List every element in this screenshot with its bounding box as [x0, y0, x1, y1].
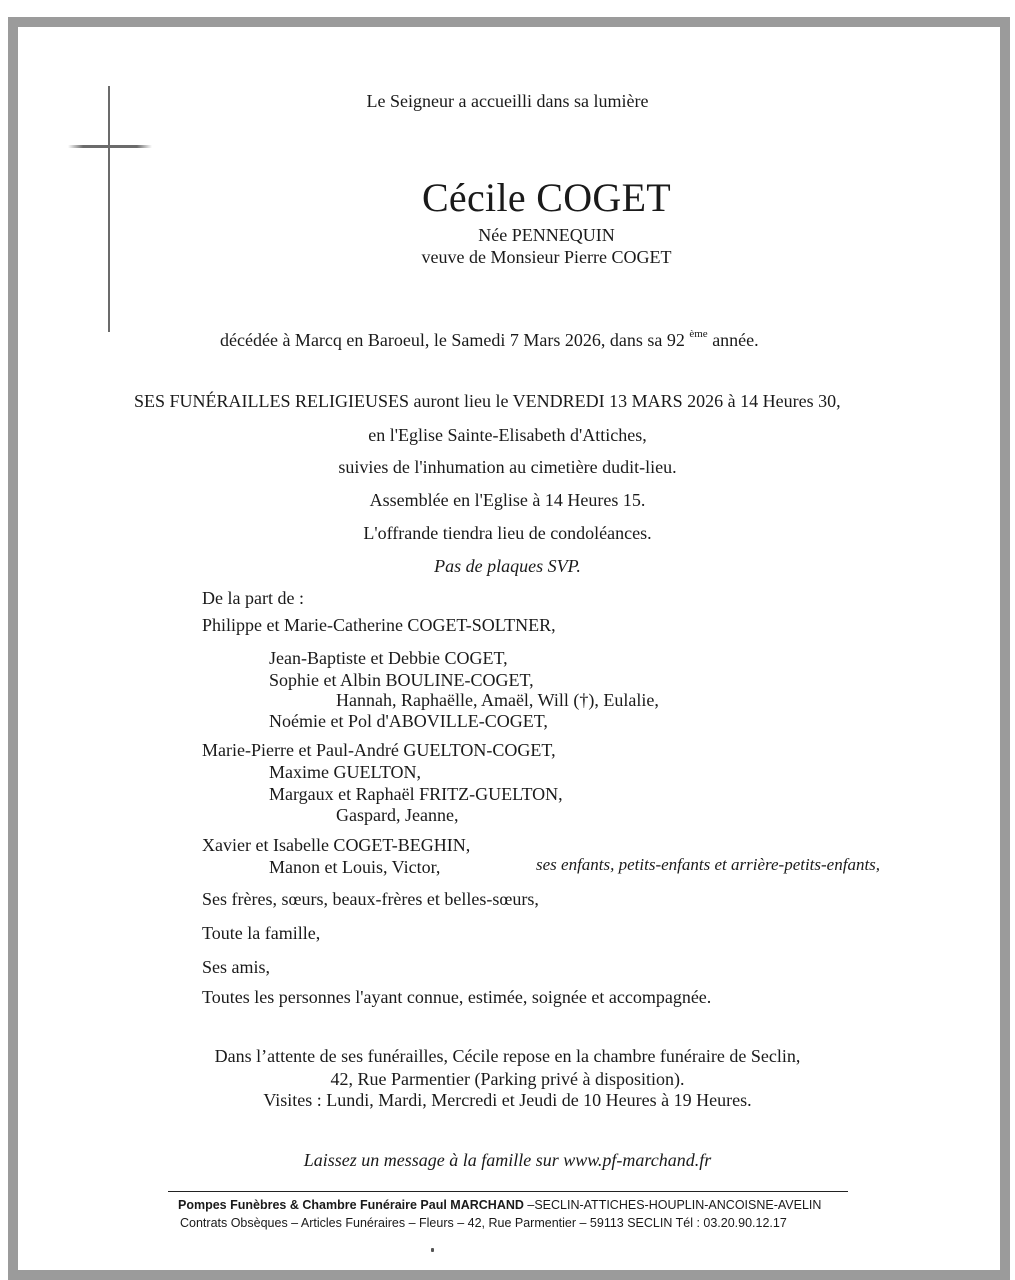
family-line: Margaux et Raphaël FRITZ-GUELTON, — [269, 784, 563, 804]
family-line: Philippe et Marie-Catherine COGET-SOLTNER, — [202, 615, 556, 635]
footer-line-1 — [178, 1198, 821, 1212]
family-line: Manon et Louis, Victor, — [269, 857, 441, 877]
web-message: Laissez un message à la famille sur www.pf-marchand.fr — [303, 1150, 712, 1170]
family-line: Maxime GUELTON, — [269, 762, 421, 782]
footer-line-2: Contrats Obsèques – Articles Funéraires – Fleurs – 42, Rue Parmentier – 59113 SECLIN Tél : 03.20.90.12.17 — [180, 1216, 787, 1230]
death-line-prefix: décédée à Marcq en Baroeul, le Samedi 7 Mars 2026, dans sa 92 — [220, 330, 685, 350]
funeral-line-3: suivies de l'inhumation au cimetière dudit-lieu. — [338, 457, 677, 477]
rest-line-3: Visites : Lundi, Mardi, Mercredi et Jeudi de 10 Heures à 19 Heures. — [263, 1090, 752, 1110]
death-line-suffix: année. — [707, 330, 759, 350]
footer-divider — [168, 1191, 848, 1192]
death-line-sup: ème — [689, 328, 708, 340]
family-intro: De la part de : — [202, 588, 304, 608]
rest-line-2: 42, Rue Parmentier (Parking privé à disposition). — [330, 1069, 685, 1089]
cross-icon-bar — [68, 145, 152, 148]
funeral-line-2: en l'Eglise Sainte-Elisabeth d'Attiches, — [368, 425, 647, 445]
maiden-name: Née PENNEQUIN — [478, 225, 615, 245]
rest-line-1: Dans l’attente de ses funérailles, Cécile repose en la chambre funéraire de Seclin, — [214, 1046, 801, 1066]
death-line — [220, 328, 759, 351]
widow-of: veuve de Monsieur Pierre COGET — [421, 247, 672, 267]
footer-company: Pompes Funèbres & Chambre Funéraire Paul MARCHAND — [178, 1198, 524, 1212]
footer-locations: –SECLIN-ATTICHES-HOUPLIN-ANCOISNE-AVELIN — [523, 1198, 822, 1212]
family-line: Hannah, Raphaëlle, Amaël, Will (†), Eulalie, — [336, 690, 659, 710]
opening-line: Le Seigneur a accueilli dans sa lumière — [366, 91, 649, 111]
funeral-line-6: Pas de plaques SVP. — [434, 556, 581, 576]
family-line: Xavier et Isabelle COGET-BEGHIN, — [202, 835, 471, 855]
scan-speck — [431, 1248, 434, 1252]
other-line: Ses amis, — [202, 957, 271, 977]
family-line: Jean-Baptiste et Debbie COGET, — [269, 648, 508, 668]
family-line: Gaspard, Jeanne, — [336, 805, 459, 825]
family-line: Sophie et Albin BOULINE-COGET, — [269, 670, 534, 690]
family-line: Marie-Pierre et Paul-André GUELTON-COGET, — [202, 740, 556, 760]
family-line: Noémie et Pol d'ABOVILLE-COGET, — [269, 711, 548, 731]
deceased-name: Cécile COGET — [421, 175, 672, 220]
other-line: Ses frères, sœurs, beaux-frères et belles-sœurs, — [202, 889, 539, 909]
relation-note: ses enfants, petits-enfants et arrière-petits-enfants, — [536, 855, 881, 874]
funeral-line-5: L'offrande tiendra lieu de condoléances. — [363, 523, 652, 543]
funeral-line-4: Assemblée en l'Eglise à 14 Heures 15. — [369, 490, 646, 510]
other-line: Toute la famille, — [202, 923, 321, 943]
other-line: Toutes les personnes l'ayant connue, estimée, soignée et accompagnée. — [202, 987, 712, 1007]
funeral-line-1: SES FUNÉRAILLES RELIGIEUSES auront lieu le VENDREDI 13 MARS 2026 à 14 Heures 30, — [134, 391, 841, 411]
